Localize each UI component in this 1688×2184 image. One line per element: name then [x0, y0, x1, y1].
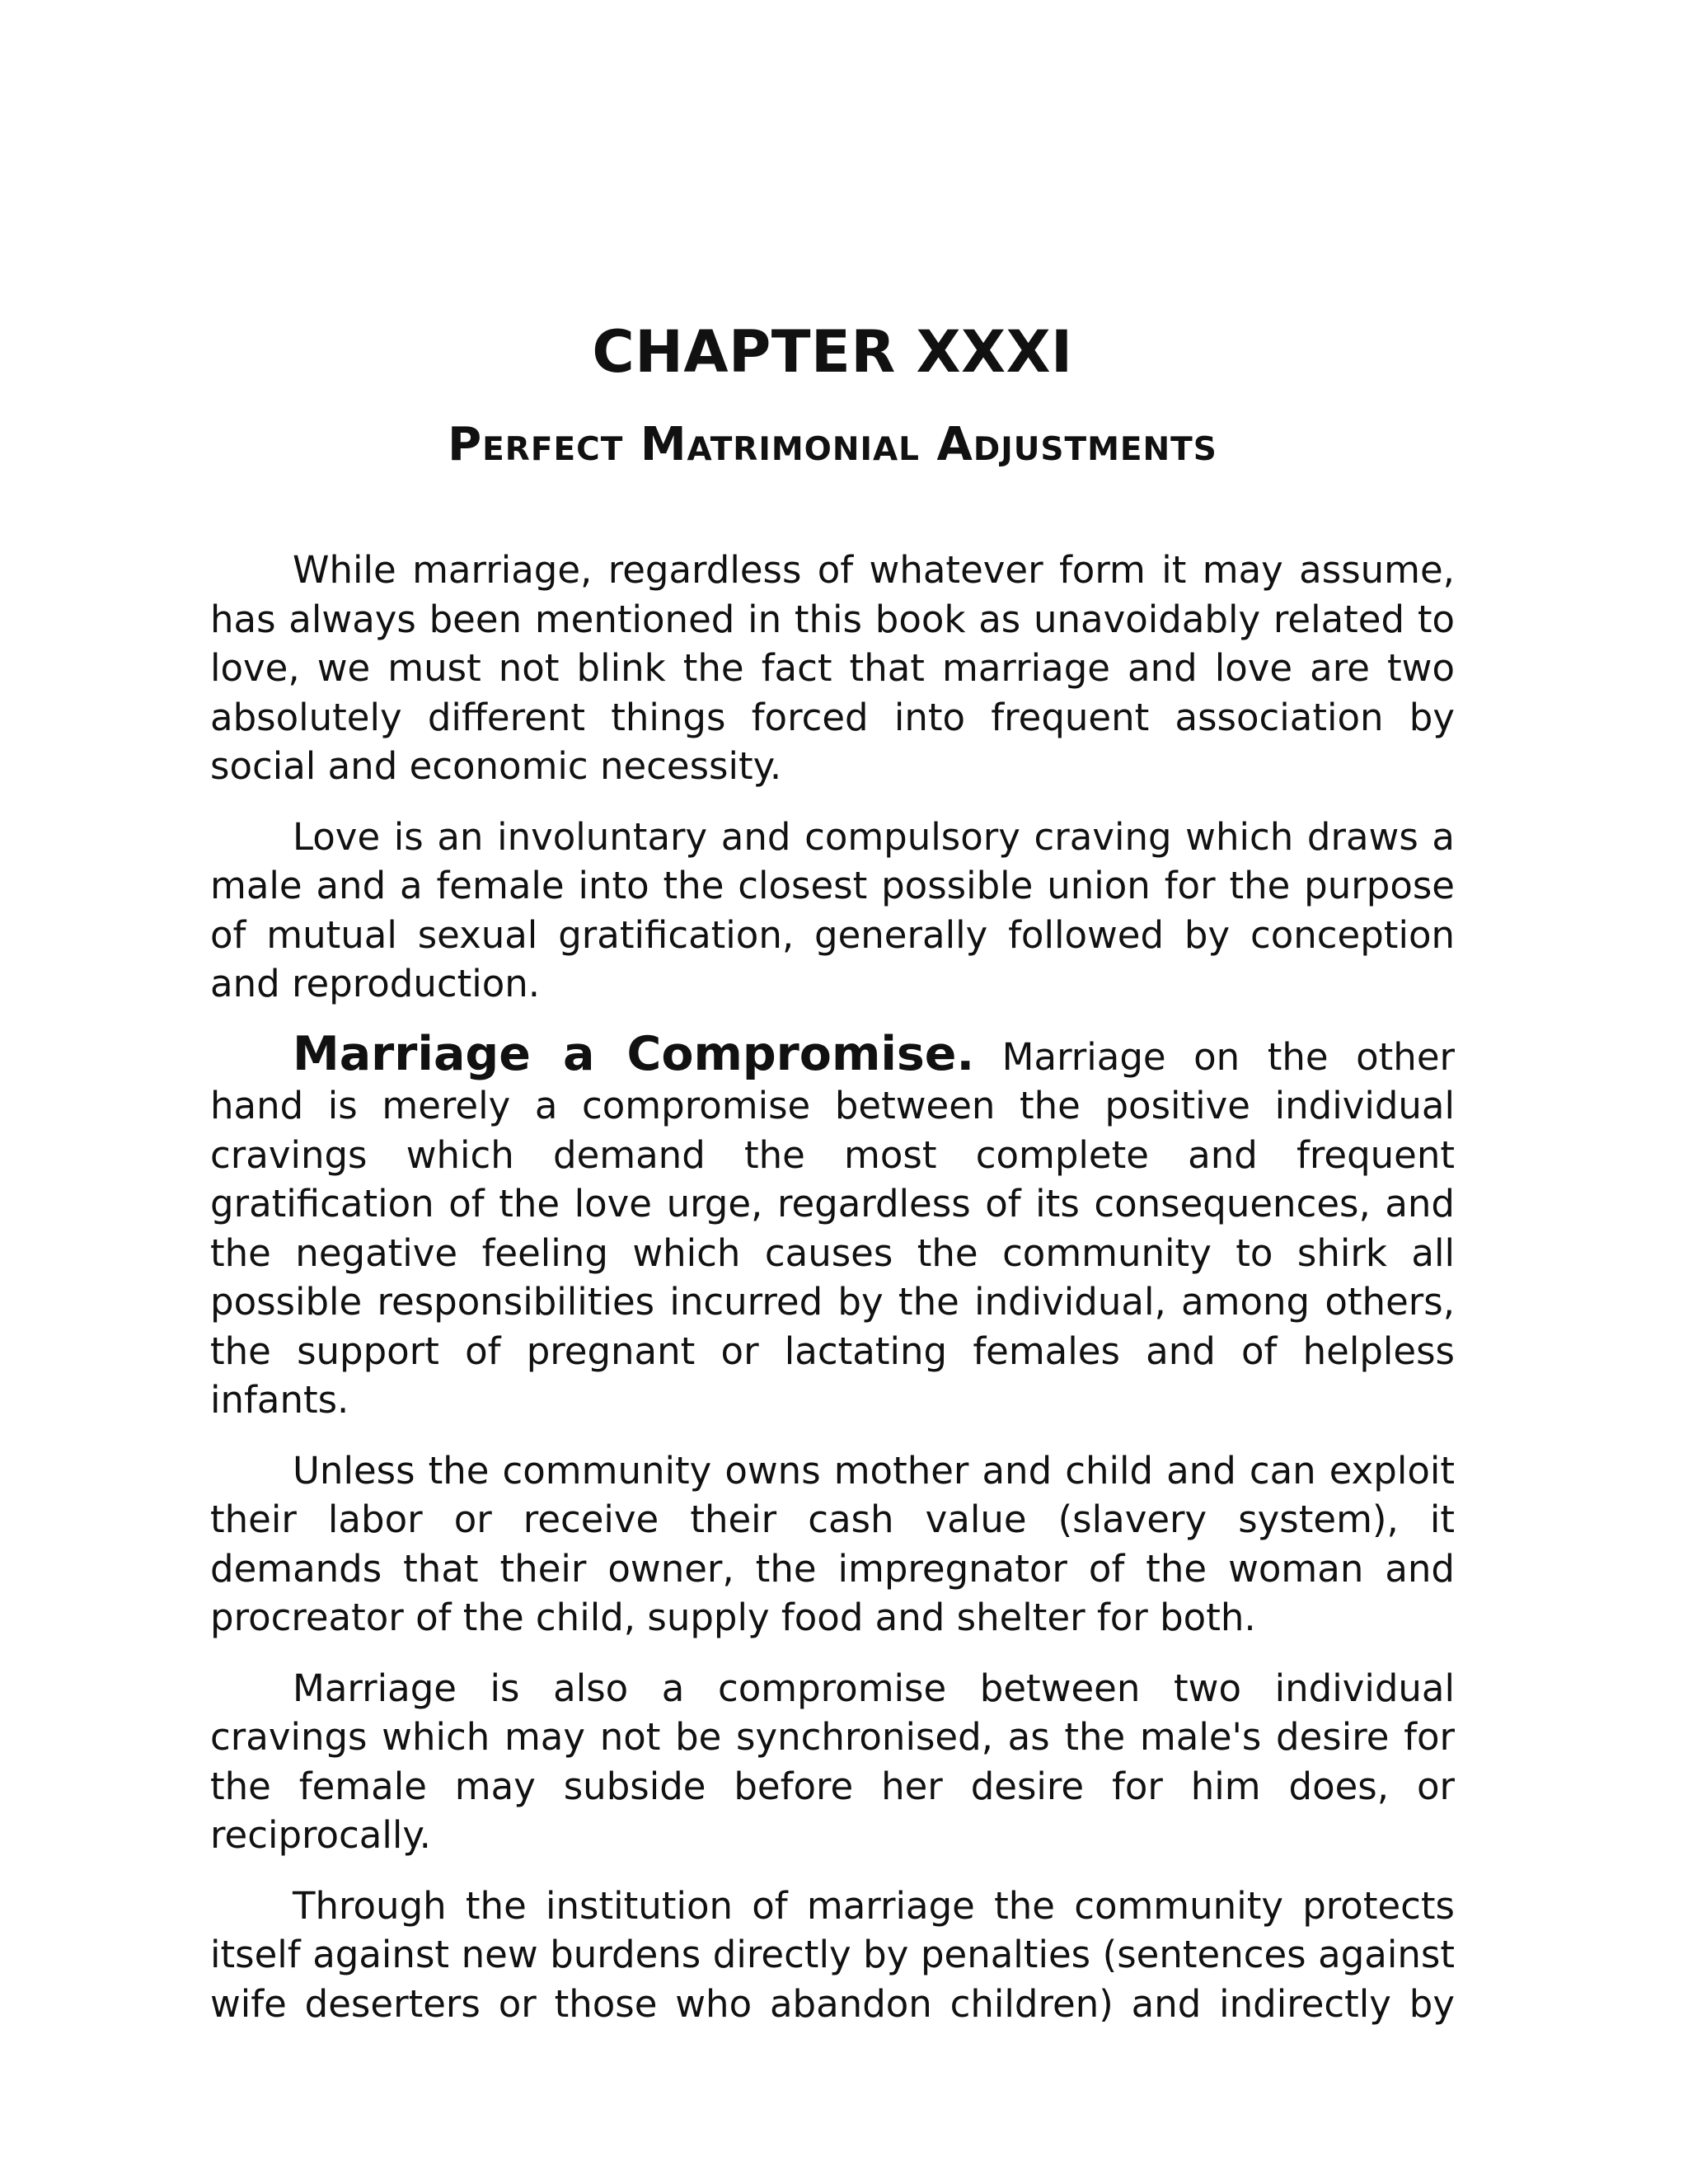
paragraph [210, 1664, 1455, 1860]
paragraph [210, 1446, 1455, 1643]
paragraph-text: Marriage on the other hand is merely a compromise between the positive individual cravings which demand the most complete and frequent gratification of the love urge, regardless of its consequences, and the negative feeling which causes the community to shirk all possible responsibilities incurred by the individual, among others, the support of pregnant or lactating females and of helpless infants. [210, 1034, 1456, 1422]
chapter-subtitle: Perfect Matrimonial Adjustments [448, 418, 1217, 471]
paragraph [210, 1882, 1455, 2029]
paragraph [210, 1026, 1456, 1425]
paragraph-text: Marriage is also a compromise between two individual cravings which may not be synchronised, as the male's desire for the female may subside before her desire for him does, or reciprocally. [210, 1666, 1455, 1857]
chapter-body [210, 546, 1455, 2050]
section-heading: Marriage a Compromise. [293, 1026, 975, 1081]
paragraph [210, 546, 1455, 791]
paragraph-text: Through the institution of marriage the community protects itself against new burdens directly by penalties (sentences against wife deserters or those who abandon children) and indirectly by [210, 1883, 1455, 2026]
paragraph-text: Love is an involuntary and compulsory craving which draws a male and a female into the closest possible union for the purpose of mutual sexual gratification, generally followed by conception and reproduction. [210, 814, 1455, 1005]
paragraph-text: While marriage, regardless of whatever form it may assume, has always been mentioned in this book as unavoidably related to love, we must not blink the fact that marriage and love are two absolutely different things forced into frequent association by social and economic necessity. [210, 548, 1455, 788]
paragraph [210, 813, 1455, 1009]
paragraph-text: Unless the community owns mother and child and can exploit their labor or receive their cash value (slavery system), it demands that their owner, the impregnator of the woman and procreator of the child, supply food and shelter for both. [210, 1448, 1455, 1639]
chapter-title: CHAPTER XXXI [592, 318, 1073, 386]
